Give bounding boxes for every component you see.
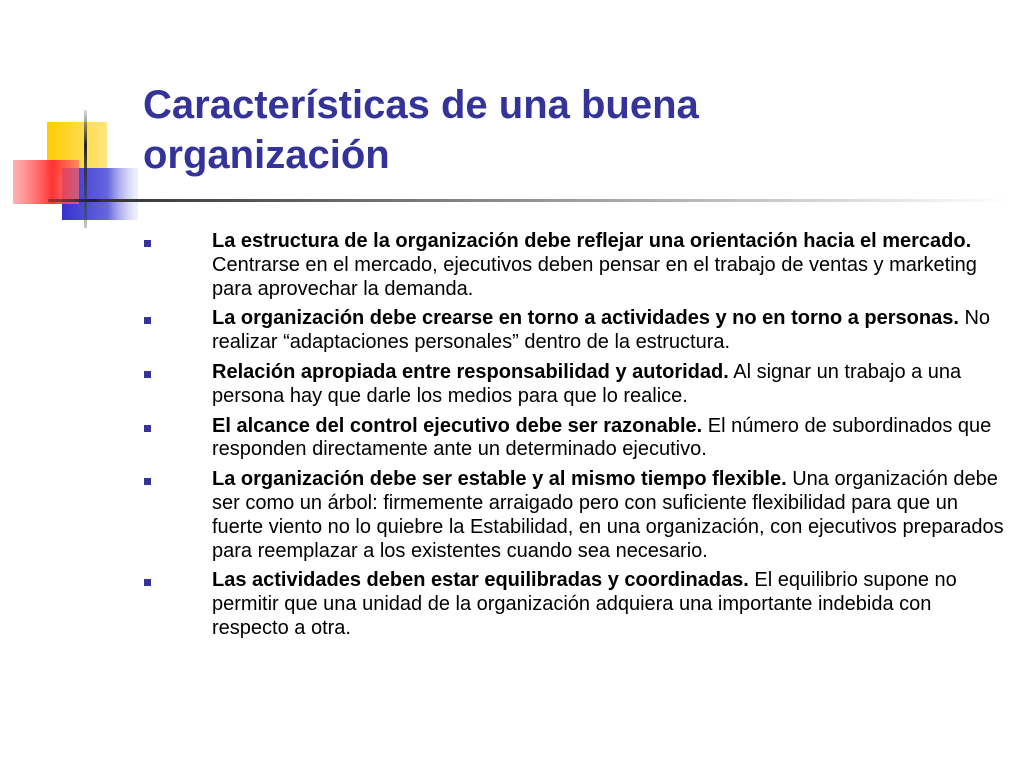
square-bullet-icon [144,579,151,586]
square-bullet-icon [144,317,151,324]
square-bullet-icon [144,478,151,485]
bullet-body: El equilibrio supone no permitir que una unidad de la organización adquiera una importante indebida con respecto a otra. [212,569,957,639]
bullet-body: Al signar un trabajo a una persona hay que darle los medios para que lo realice. [212,360,962,407]
list-item [140,468,1010,563]
bullet-body: Una organización debe ser como un árbol: firmemente arraigado pero con suficiente flexibilidad para que un fuerte viento no lo quiebre la Estabilidad, en una organización, con ejecutivos preparados para reemplazar a los existentes cuando sea necesario. [212,468,1004,562]
logo-red-square [13,160,79,204]
logo-vertical-line [84,110,87,228]
bullet-lead: El alcance del control ejecutivo debe ser razonable. [212,414,703,437]
title-underline [100,199,1010,202]
slide-title-line1: Características de una buena [143,83,699,127]
list-item [140,569,1010,640]
list-item [140,230,1010,301]
bullet-body: Centrarse en el mercado, ejecutivos deben pensar en el trabajo de ventas y marketing para aprovechar la demanda. [212,253,977,300]
list-item [140,307,1010,355]
bullet-body: No realizar “adaptaciones personales” dentro de la estructura. [212,307,991,354]
bullet-list [140,230,1010,647]
slide-title-line2: organización [143,133,390,177]
square-bullet-icon [144,425,151,432]
square-bullet-icon [144,240,151,247]
list-item [140,361,1010,409]
list-item [140,415,1010,463]
bullet-body: El número de subordinados que responden directamente ante un determinado ejecutivo. [212,414,992,461]
bullet-lead: La estructura de la organización debe reflejar una orientación hacia el mercado. [212,230,972,252]
square-bullet-icon [144,371,151,378]
bullet-lead: La organización debe crearse en torno a actividades y no en torno a personas. [212,307,959,330]
decorative-logo [0,0,150,240]
bullet-lead: La organización debe ser estable y al mismo tiempo flexible. [212,468,787,491]
bullet-lead: Relación apropiada entre responsabilidad y autoridad. [212,360,729,383]
slide-title [143,80,983,180]
bullet-lead: Las actividades deben estar equilibradas y coordinadas. [212,569,749,592]
